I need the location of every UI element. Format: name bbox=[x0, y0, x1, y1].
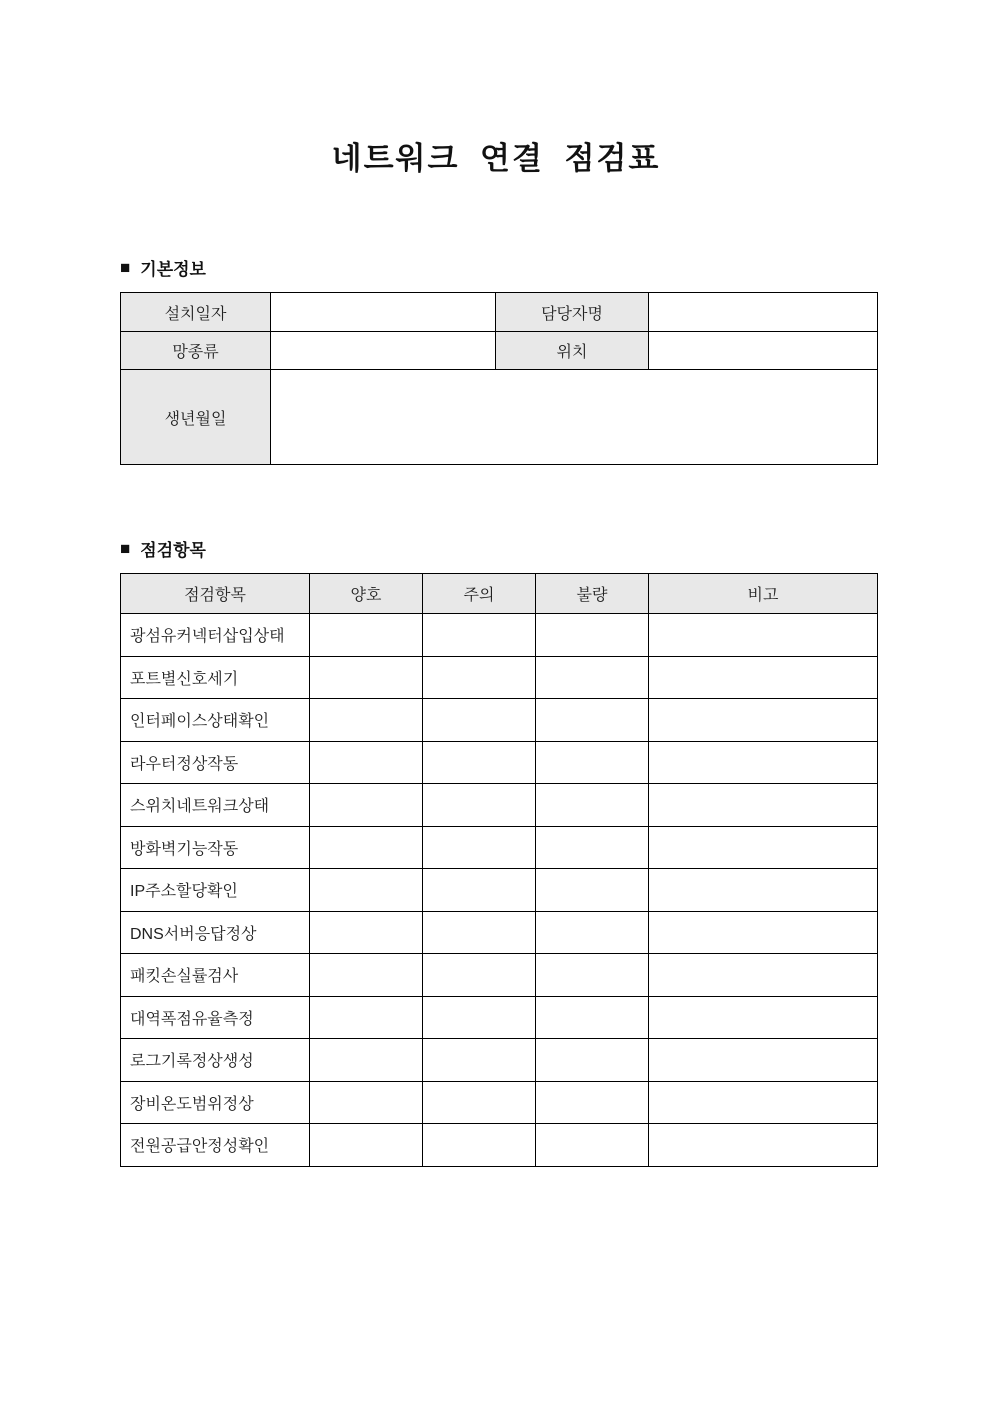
page-title: 네트워크 연결 점검표 bbox=[331, 141, 661, 176]
checklist-table bbox=[120, 573, 878, 1167]
basic-info-table bbox=[120, 292, 878, 465]
field-value-birth-date bbox=[271, 370, 878, 465]
mark-cell-good bbox=[310, 911, 423, 954]
table-row bbox=[121, 996, 878, 1039]
mark-cell-bad bbox=[536, 996, 649, 1039]
table-row bbox=[121, 699, 878, 742]
mark-cell-bad bbox=[536, 699, 649, 742]
field-label-manager-name: 담당자명 bbox=[496, 293, 649, 332]
remarks-cell bbox=[649, 784, 878, 827]
field-label-birth-date: 생년월일 bbox=[121, 370, 271, 465]
table-row bbox=[121, 954, 878, 997]
remarks-cell bbox=[649, 741, 878, 784]
table-row bbox=[121, 1039, 878, 1082]
remarks-cell bbox=[649, 826, 878, 869]
mark-cell-caution bbox=[423, 1039, 536, 1082]
table-row bbox=[121, 911, 878, 954]
field-value-network-type bbox=[271, 332, 496, 370]
table-row bbox=[121, 1081, 878, 1124]
mark-cell-bad bbox=[536, 741, 649, 784]
mark-cell-bad bbox=[536, 784, 649, 827]
checklist-item-label: IP주소할당확인 bbox=[121, 869, 310, 912]
remarks-cell bbox=[649, 614, 878, 657]
mark-cell-caution bbox=[423, 699, 536, 742]
column-header-item: 점검항목 bbox=[121, 574, 310, 614]
mark-cell-good bbox=[310, 826, 423, 869]
section-title-basic-info: 기본정보 bbox=[140, 260, 206, 279]
section-header-basic-info bbox=[120, 255, 992, 280]
mark-cell-caution bbox=[423, 741, 536, 784]
table-row bbox=[121, 614, 878, 657]
checklist-item-label: 전원공급안정성확인 bbox=[121, 1124, 310, 1167]
column-header-caution: 주의 bbox=[423, 574, 536, 614]
mark-cell-bad bbox=[536, 1039, 649, 1082]
square-bullet-icon: ■ bbox=[120, 539, 131, 558]
checklist-item-label: 방화벽기능작동 bbox=[121, 826, 310, 869]
mark-cell-bad bbox=[536, 826, 649, 869]
mark-cell-good bbox=[310, 1081, 423, 1124]
mark-cell-bad bbox=[536, 954, 649, 997]
remarks-cell bbox=[649, 996, 878, 1039]
square-bullet-icon: ■ bbox=[120, 258, 131, 277]
table-row bbox=[121, 784, 878, 827]
mark-cell-good bbox=[310, 699, 423, 742]
checklist-item-label: 광섬유커넥터삽입상태 bbox=[121, 614, 310, 657]
mark-cell-bad bbox=[536, 656, 649, 699]
field-value-location bbox=[649, 332, 878, 370]
table-row bbox=[121, 656, 878, 699]
mark-cell-good bbox=[310, 784, 423, 827]
mark-cell-bad bbox=[536, 1081, 649, 1124]
mark-cell-caution bbox=[423, 954, 536, 997]
mark-cell-caution bbox=[423, 996, 536, 1039]
remarks-cell bbox=[649, 1039, 878, 1082]
field-label-install-date: 설치일자 bbox=[121, 293, 271, 332]
field-label-location: 위치 bbox=[496, 332, 649, 370]
table-row bbox=[121, 293, 878, 332]
mark-cell-bad bbox=[536, 911, 649, 954]
table-row bbox=[121, 826, 878, 869]
table-row bbox=[121, 869, 878, 912]
table-row bbox=[121, 1124, 878, 1167]
remarks-cell bbox=[649, 656, 878, 699]
mark-cell-caution bbox=[423, 656, 536, 699]
mark-cell-good bbox=[310, 996, 423, 1039]
checklist-item-label: 스위치네트워크상태 bbox=[121, 784, 310, 827]
table-row bbox=[121, 332, 878, 370]
remarks-cell bbox=[649, 911, 878, 954]
column-header-good: 양호 bbox=[310, 574, 423, 614]
mark-cell-caution bbox=[423, 869, 536, 912]
mark-cell-caution bbox=[423, 1081, 536, 1124]
mark-cell-caution bbox=[423, 911, 536, 954]
mark-cell-good bbox=[310, 656, 423, 699]
column-header-bad: 불량 bbox=[536, 574, 649, 614]
mark-cell-bad bbox=[536, 1124, 649, 1167]
remarks-cell bbox=[649, 1081, 878, 1124]
mark-cell-good bbox=[310, 614, 423, 657]
remarks-cell bbox=[649, 954, 878, 997]
table-row bbox=[121, 741, 878, 784]
remarks-cell bbox=[649, 699, 878, 742]
checklist-item-label: 로그기록정상생성 bbox=[121, 1039, 310, 1082]
table-row bbox=[121, 370, 878, 465]
checklist-item-label: DNS서버응답정상 bbox=[121, 911, 310, 954]
mark-cell-bad bbox=[536, 869, 649, 912]
checklist-item-label: 패킷손실률검사 bbox=[121, 954, 310, 997]
field-value-manager-name bbox=[649, 293, 878, 332]
mark-cell-caution bbox=[423, 614, 536, 657]
remarks-cell bbox=[649, 1124, 878, 1167]
mark-cell-good bbox=[310, 741, 423, 784]
column-header-remarks: 비고 bbox=[649, 574, 878, 614]
remarks-cell bbox=[649, 869, 878, 912]
mark-cell-good bbox=[310, 954, 423, 997]
mark-cell-caution bbox=[423, 826, 536, 869]
checklist-item-label: 장비온도범위정상 bbox=[121, 1081, 310, 1124]
checklist-header-row bbox=[121, 574, 878, 614]
mark-cell-good bbox=[310, 1124, 423, 1167]
field-value-install-date bbox=[271, 293, 496, 332]
mark-cell-caution bbox=[423, 1124, 536, 1167]
checklist-item-label: 포트별신호세기 bbox=[121, 656, 310, 699]
section-header-checklist bbox=[120, 536, 992, 561]
mark-cell-bad bbox=[536, 614, 649, 657]
section-title-checklist: 점검항목 bbox=[140, 541, 206, 560]
mark-cell-good bbox=[310, 869, 423, 912]
checklist-item-label: 대역폭점유율측정 bbox=[121, 996, 310, 1039]
mark-cell-good bbox=[310, 1039, 423, 1082]
checklist-item-label: 라우터정상작동 bbox=[121, 741, 310, 784]
checklist-item-label: 인터페이스상태확인 bbox=[121, 699, 310, 742]
field-label-network-type: 망종류 bbox=[121, 332, 271, 370]
mark-cell-caution bbox=[423, 784, 536, 827]
